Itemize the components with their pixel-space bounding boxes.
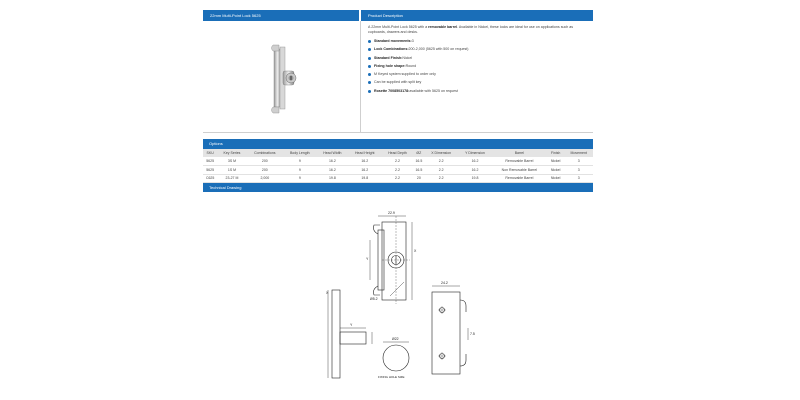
- dim-offset: Y: [350, 323, 353, 327]
- bullet-icon: [368, 73, 371, 76]
- bullet-icon: [368, 90, 371, 93]
- feature-list: [368, 39, 586, 94]
- options-table: [203, 149, 593, 183]
- side-view: [326, 290, 372, 378]
- options-title: Options: [203, 139, 593, 149]
- technical-drawing: [300, 200, 500, 400]
- table-header-row: SKU Key Series Combinations Body Length Head Width Head Height Head Depth ØZ X Dimension Y Dimension Barrel Finish Movement: [203, 149, 593, 157]
- bullet-icon: [368, 48, 371, 51]
- product-row: [203, 21, 593, 133]
- table-row: 5625 3S M 200 9 16.2 16.2 2.2 16.5 2.2 16.2 Removable Barrel Nickel 3: [203, 157, 593, 166]
- dim-bar-len: Ø5.2: [370, 297, 378, 301]
- dim-rear-offset: 7.5: [470, 332, 475, 336]
- list-item: Fixing hole shape: Round: [368, 64, 586, 69]
- fixing-hole: [378, 337, 409, 379]
- header-bar: [203, 10, 593, 21]
- dim-top-width: 22.9: [388, 211, 395, 215]
- description-intro: A 22mm Multi-Point Lock 5625 with a removable barrel. Available in Nickel, these locks are ideal for use on applications such as cupboards, drawers and desks.: [368, 25, 574, 34]
- rear-view: [432, 281, 475, 374]
- list-item: Rosette 7008503178: available with 5625 on request: [368, 89, 586, 94]
- bullet-icon: [368, 65, 371, 68]
- dim-hole-dia: Ø22: [392, 337, 399, 341]
- bullet-icon: [368, 57, 371, 60]
- list-item: M Keyed system supplied to order only: [368, 72, 586, 77]
- product-image: [203, 21, 361, 132]
- description-title: Product Description: [361, 10, 593, 21]
- front-view: [366, 211, 417, 304]
- table-row: C625 23-27 M 2,000 9 19.8 19.8 2.2 20 2.2 19.8 Removable Barrel Nickel 3: [203, 174, 593, 183]
- bullet-icon: [368, 40, 371, 43]
- bullet-icon: [368, 81, 371, 84]
- product-sheet: [203, 10, 593, 192]
- dim-right-width: 24.2: [441, 281, 448, 285]
- list-item: Lock Combinations: 200-2,000 (5625 with 500 on request): [368, 47, 586, 52]
- drawing-title: Technical Drawing: [203, 183, 593, 192]
- lock-product-image: [203, 21, 361, 133]
- product-description: [361, 21, 593, 132]
- fixing-hole-label: FIXING HOLE SIZE: [378, 375, 405, 379]
- dim-height-a: X: [414, 249, 417, 253]
- table-row: 5625 1S M 200 9 16.2 16.2 2.2 16.5 2.2 16.2 Non Removable Barrel Nickel 3: [203, 166, 593, 175]
- list-item: Can be supplied with split key: [368, 80, 586, 85]
- product-title: 22mm Multi-Point Lock 5625: [203, 10, 361, 21]
- dim-height-b: Y: [366, 257, 369, 261]
- list-item: Standard Finish: Nickel: [368, 56, 586, 61]
- list-item: Standard movements: 3: [368, 39, 586, 44]
- dim-side-height: X: [326, 291, 329, 295]
